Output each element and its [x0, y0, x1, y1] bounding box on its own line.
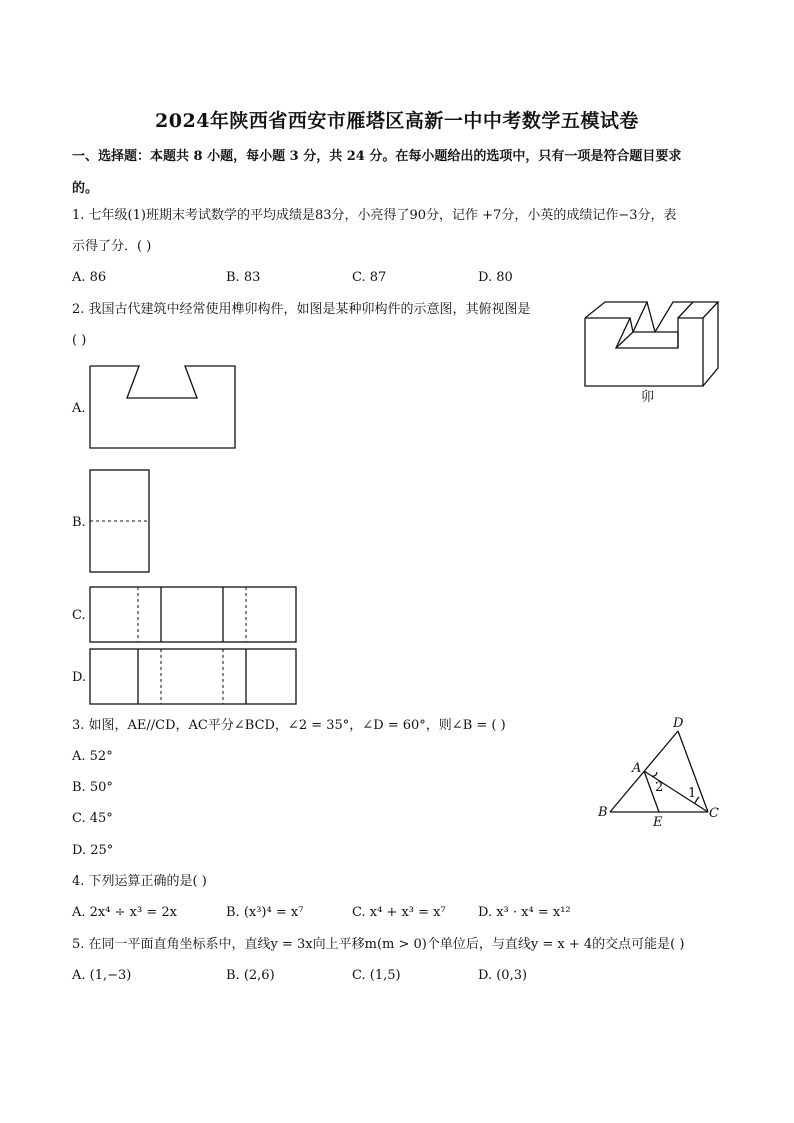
q5-option-b: B. (2,6) — [226, 968, 275, 983]
page-title: 2024年陕西省西安市雁塔区高新一中中考数学五模试卷 — [155, 110, 639, 132]
q3-option-b: B. 50° — [72, 780, 113, 795]
q2-stem-line2: ( ) — [72, 333, 87, 348]
q2-option-d-label: D. — [72, 670, 87, 685]
q1-option-d: D. 80 — [478, 270, 513, 285]
q3-triangle-figure — [595, 715, 725, 830]
q3-option-c: C. 45° — [72, 811, 113, 826]
section-header-line1: 一、选择题：本题共 8 小题，每小题 3 分，共 24 分。在每小题给出的选项中，只有一项是符合题目要求 — [72, 149, 682, 164]
q2-option-b-figure — [89, 469, 150, 573]
q2-stem-line1: 2. 我国古代建筑中经常使用榫卯构件，如图是某种卯构件的示意图，其俯视图是 — [72, 302, 531, 317]
q5-option-a: A. (1,−3) — [72, 968, 132, 983]
q3-point-e: E — [653, 815, 663, 830]
q5-option-d: D. (0,3) — [478, 968, 528, 983]
q5-stem: 5. 在同一平面直角坐标系中，直线y = 3x向上平移m(m > 0)个单位后，与直线y = x + 4的交点可能是( ) — [72, 937, 685, 952]
q5-option-c: C. (1,5) — [352, 968, 401, 983]
q4-option-d: D. x³ · x⁴ = x¹² — [478, 905, 571, 920]
q3-point-c: C — [709, 806, 719, 821]
q1-option-c: C. 87 — [352, 270, 387, 285]
q2-option-a-figure — [89, 365, 236, 449]
q3-point-d: D — [673, 716, 684, 731]
q3-point-a: A — [632, 761, 642, 776]
q4-stem: 4. 下列运算正确的是( ) — [72, 874, 207, 889]
q4-option-c: C. x⁴ + x³ = x⁷ — [352, 905, 446, 920]
q3-angle-1-label: 1 — [688, 786, 697, 801]
q1-option-b: B. 83 — [226, 270, 261, 285]
q3-stem: 3. 如图，AE//CD，AC平分∠BCD，∠2 = 35°，∠D = 60°，则∠B = ( ) — [72, 718, 506, 733]
q2-option-b-label: B. — [72, 515, 86, 530]
q3-option-d: D. 25° — [72, 843, 114, 858]
q2-figure-label: 卯 — [641, 390, 655, 405]
q2-option-a-label: A. — [72, 401, 86, 416]
q2-option-c-figure — [89, 586, 297, 643]
q1-option-a: A. 86 — [72, 270, 107, 285]
section-header-line2: 的。 — [72, 181, 99, 196]
q1-stem-line2: 示得了分．( ) — [72, 239, 152, 254]
q2-option-c-label: C. — [72, 608, 86, 623]
q4-option-b: B. (x³)⁴ = x⁷ — [226, 905, 304, 920]
q4-option-a: A. 2x⁴ ÷ x³ = 2x — [72, 905, 177, 920]
q3-option-a: A. 52° — [72, 749, 113, 764]
q3-point-b: B — [598, 805, 608, 820]
q1-stem-line1: 1. 七年级(1)班期末考试数学的平均成绩是83分，小亮得了90分，记作 +7分，小英的成绩记作−3分，表 — [72, 208, 677, 223]
q3-angle-2-label: 2 — [655, 780, 664, 795]
q2-mortise-figure — [580, 298, 720, 390]
q2-option-d-figure — [89, 648, 297, 705]
